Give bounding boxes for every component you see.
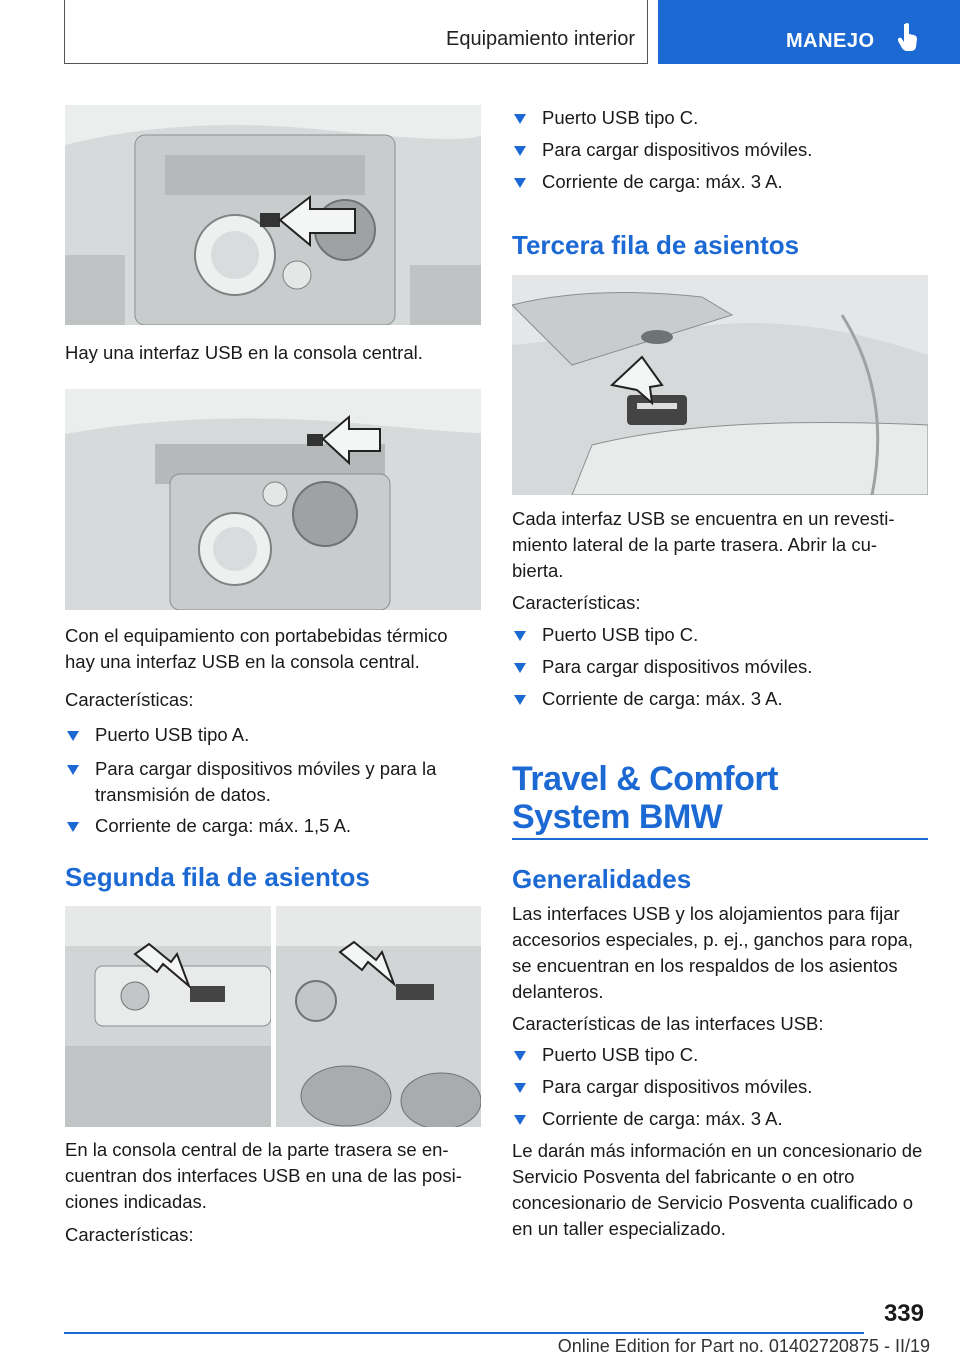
header-chapter-tab bbox=[658, 0, 960, 64]
triangle-bullet-icon bbox=[67, 765, 79, 775]
console-thermal-illustration bbox=[65, 389, 481, 610]
triangle-bullet-icon bbox=[514, 146, 526, 156]
header-section-title: Equipamiento interior bbox=[446, 28, 635, 50]
third-row-illustration bbox=[512, 275, 928, 495]
page-number: 339 bbox=[883, 1300, 924, 1327]
rear-console-illustration-b bbox=[276, 906, 481, 1127]
heading-travel-comfort: Travel & Comfort System BMW bbox=[512, 760, 778, 836]
usb-features-label: Características de las interfaces USB: bbox=[512, 1013, 824, 1034]
features-label-third: Características: bbox=[512, 592, 641, 613]
rear-console-illustration-a bbox=[65, 906, 271, 1127]
list-item: Corriente de carga: máx. 3 A. bbox=[512, 686, 928, 712]
caption-thermal-cupholder: Con el equipamiento con portabebidas térmico hay una interfaz USB en la consola central. bbox=[65, 625, 448, 672]
triangle-bullet-icon bbox=[514, 1051, 526, 1061]
features-label: Características: bbox=[65, 689, 194, 710]
heading-third-row: Tercera fila de asientos bbox=[512, 230, 800, 260]
triangle-bullet-icon bbox=[514, 695, 526, 705]
triangle-bullet-icon bbox=[514, 114, 526, 124]
photo-third-row-usb bbox=[512, 275, 928, 495]
list-item: Corriente de carga: máx. 3 A. bbox=[512, 1106, 928, 1132]
list-item: Para cargar dispositivos móviles. bbox=[512, 1074, 928, 1100]
photo-center-console-usb bbox=[65, 105, 481, 325]
caption-rear-console: En la consola central de la parte trasera se en-cuentran dos interfaces USB en una de las posi-ciones indicadas. bbox=[65, 1139, 462, 1212]
triangle-bullet-icon bbox=[514, 631, 526, 641]
triangle-bullet-icon bbox=[514, 663, 526, 673]
console-illustration bbox=[65, 105, 481, 325]
general-text: Las interfaces USB y los alojamientos para fijar accesorios especiales, p. ej., ganchos para ropa, se encuentran en los respaldos de los asientos delanteros. bbox=[512, 903, 914, 1002]
list-item: Corriente de carga: máx. 1,5 A. bbox=[65, 813, 481, 839]
footer-edition: Online Edition for Part no. 01402720875 - II/19 bbox=[557, 1336, 930, 1356]
triangle-bullet-icon bbox=[514, 1115, 526, 1125]
heading-second-row: Segunda fila de asientos bbox=[65, 862, 370, 892]
photo-thermal-cupholder-usb bbox=[65, 389, 481, 610]
features-label-2: Características: bbox=[65, 1224, 194, 1245]
triangle-bullet-icon bbox=[514, 178, 526, 188]
list-item: Puerto USB tipo C. bbox=[512, 1042, 928, 1068]
caption-third-row: Cada interfaz USB se encuentra en un revesti-miento lateral de la parte trasera. Abrir la cu-bierta. bbox=[512, 508, 895, 581]
header-section-box bbox=[64, 0, 648, 64]
hand-pointer-icon bbox=[898, 22, 918, 52]
heading-underline bbox=[512, 838, 928, 840]
list-item: Para cargar dispositivos móviles. bbox=[512, 654, 928, 680]
triangle-bullet-icon bbox=[67, 822, 79, 832]
header-chapter-label: MANEJO bbox=[786, 30, 875, 52]
closing-text: Le darán más información en un concesionario de Servicio Posventa del fabricante o en otro concesionario de Servicio Posventa cualificado o en un taller especializado. bbox=[512, 1140, 923, 1239]
triangle-bullet-icon bbox=[67, 731, 79, 741]
list-item: Puerto USB tipo A. bbox=[65, 722, 481, 748]
list-item: Corriente de carga: máx. 3 A. bbox=[512, 169, 928, 195]
photo-rear-console-usb-b bbox=[276, 906, 481, 1127]
heading-general: Generalidades bbox=[512, 864, 692, 894]
triangle-bullet-icon bbox=[514, 1083, 526, 1093]
footer-rule bbox=[64, 1332, 864, 1334]
list-item: Puerto USB tipo C. bbox=[512, 622, 928, 648]
photo-rear-console-usb-a bbox=[65, 906, 271, 1127]
caption-center-console: Hay una interfaz USB en la consola central. bbox=[65, 342, 423, 363]
list-item: Para cargar dispositivos móviles. bbox=[512, 137, 928, 163]
list-item: Puerto USB tipo C. bbox=[512, 105, 928, 131]
list-item: Para cargar dispositivos móviles y para la transmisión de datos. bbox=[65, 756, 481, 808]
